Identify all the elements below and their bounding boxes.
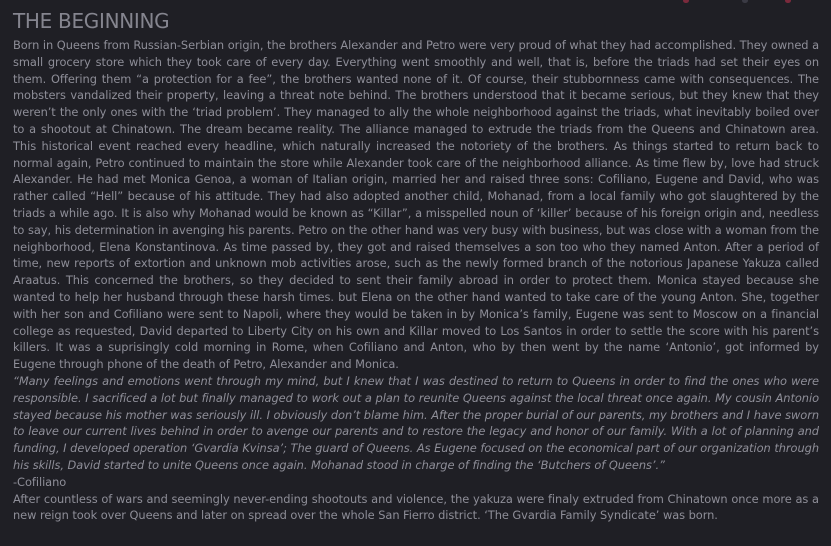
story-paragraph: Born in Queens from Russian-Serbian origin, the brothers Alexander and Petro were very proud of what they had accomplished. They owned a small grocery store which they took care of every day. Everything went smoothly and well, that is, before the triads had set their eyes on them. Offering them “a protection for a fee”, the brothers wanted none of it. Of course, their stubbornness came with consequences. The mobsters vandalized their property, leaving a threat note behind. The brothers understood that it became serious, but they knew that they weren’t the only ones with the ‘triad problem’. They managed to ally the whole neighborhood against the triads, what inevitably boiled over to a shootout at Chinatown. The dream became reality. The alliance managed to extrude the triads from the Queens and Chinatown area. This historical event reached every headline, which naturally increased the notoriety of the brothers. As things started to return back to normal again, Petro continued to maintain the store while Alexander took care of the neighborhood alliance. As time flew by, love had struck Alexander. He had met Monica Genoa, a woman of Italian origin, married her and raised three sons: Cofiliano, Eugene and David, who was rather called “Hell” because of his attitude. They had also adopted another child, Mohanad, from a local family who got slaughtered by the triads a while ago. It is also why Mohanad would be known as “Killar”, a misspelled noun of ‘killer’ because of his foreign origin and, needless to say, his determination in avenging his parents. Petro on the other hand was very busy with business, but was close with a woman from the neighborhood, Elena Konstantinova. As time passed by, they got and raised themselves a son too who they named Anton. After a period of time, new reports of extortion and unknown mob activities arose, such as the newly formed branch of the notorious Japanese Yakuza called Araatus. This concerned the brothers, so they decided to sent their family abroad in order to protect them. Monica stayed because she wanted to help her husband through these harsh times. but Elena on the other hand wanted to take care of the young Anton. She, together with her son and Cofiliano were sent to Napoli, where they would be taken in by Monica’s family, Eugene was sent to Moscow on a financial college as requested, David departed to Liberty City on his own and Killar moved to Los Santos in order to settle the score with his parent’s killers. It was a suprisingly cold morning in Rome, when Cofiliano and Anton, who by then went by the name ‘Antonio’, got informed by Eugene through phone of the death of Petro, Alexander and Monica. [13, 38, 819, 372]
quote-signature: -Cofiliano [13, 474, 67, 489]
story-quote: “Many feelings and emotions went through my mind, but I knew that I was destined to return to Queens in order to find the ones who were responsible. I sacrificed a lot but finally managed to work out a plan to reunite Queens against the local threat once again. My cousin Antonio stayed because his mother was seriously ill. I obviously don’t blame him. After the proper burial of our parents, my brothers and I have sworn to leave our current lives behind in order to avenge our parents and to restore the legacy and honor of our family. With a lot of planning and funding, I developed operation ‘Gvardia Kvinsa’; The guard of Queens. As Eugene focused on the economical part of our organization through his skills, David started to unite Queens once again. Mohanad stood in charge of finding the ‘Butchers of Queens’.” [13, 373, 819, 472]
section-title: THE BEGINNING [13, 9, 170, 33]
closing-paragraph: After countless of wars and seemingly never-ending shootouts and violence, the yakuza were finaly extruded from Chinatown once more as a new reign took over Queens and later on spread over the whole San Fierro district. ‘The Gvardia Family Syndicate’ was born. [13, 491, 819, 523]
top-edge-strip [0, 0, 831, 4]
decorative-dot-icon [742, 0, 748, 3]
story-section [13, 8, 819, 524]
decorative-dot-icon [683, 0, 689, 3]
decorative-dot-icon [785, 0, 791, 3]
